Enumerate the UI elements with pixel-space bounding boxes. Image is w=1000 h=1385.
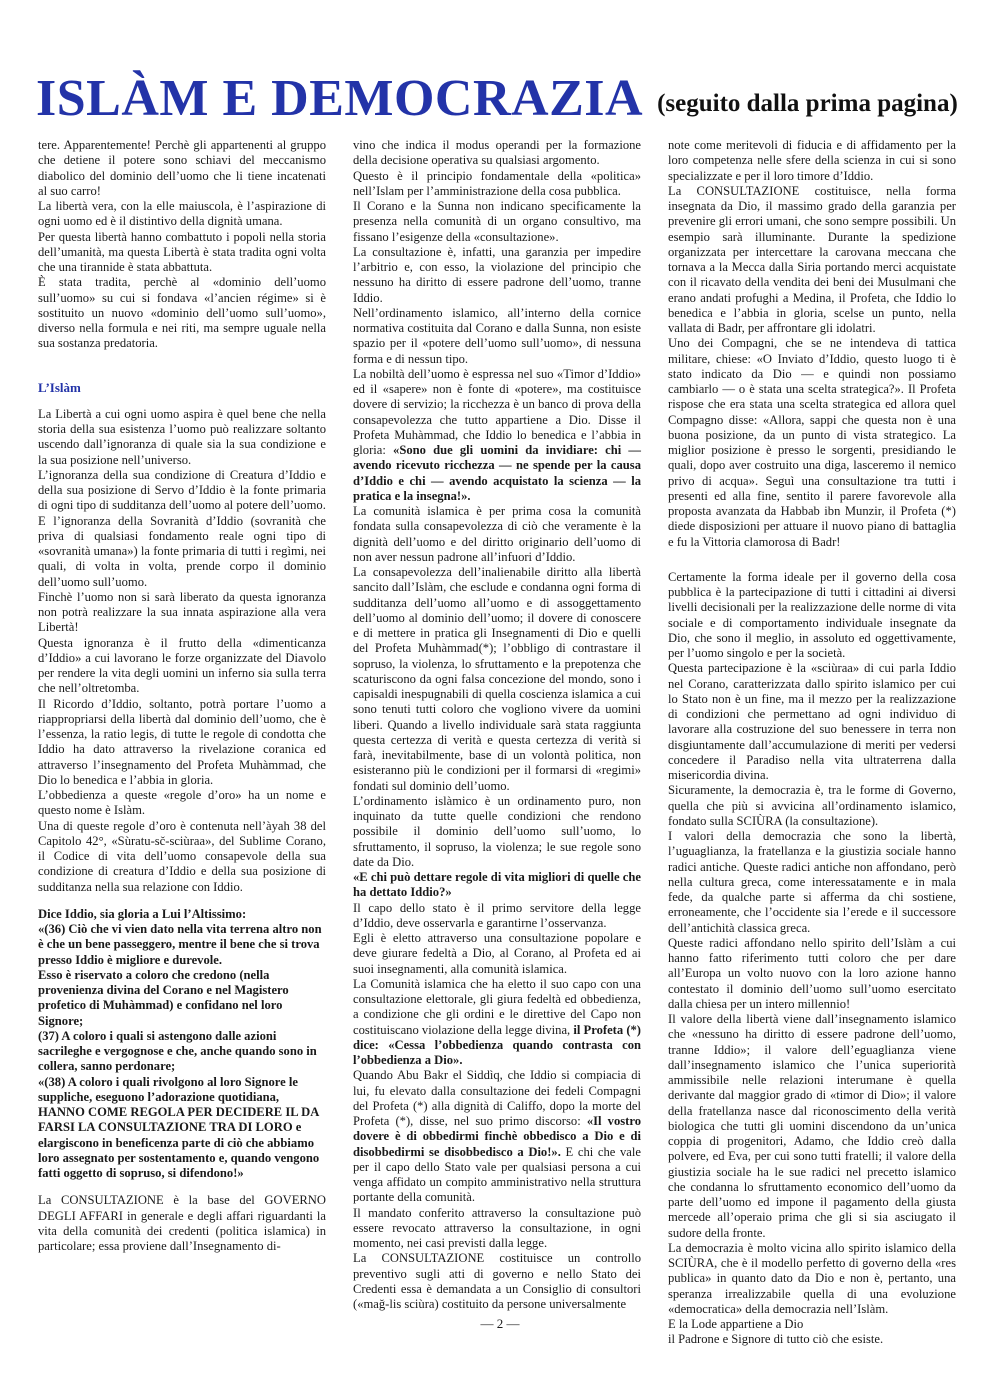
quote-verse: (37) A coloro i quali si astengono dalle azioni sacrileghe e vergognose e che, anche quando sono in collera, sanno perdonare;	[38, 1028, 317, 1074]
caliph-quote: «Il vostro dovere è di obbedirmi finchè obbedisco a Dio e di disobbedirmi se disobbedisco a Dio!».	[353, 1114, 641, 1159]
paragraph: L’ordinamento islàmico è un ordinamento puro, non inquinato da tutte quelle condizioni che rendono possibile il dominio dell’uomo sull’uomo, lo sfruttamento, il sopruso, la violenza; le sue regole sono date da Dio.	[353, 793, 641, 869]
paragraph: tere. Apparentemente! Perchè gli appartenenti al gruppo che detiene il potere sono schiavi del meccanismo diabolico del dominio dell’uomo che li tiene incatenati al suo carro!	[38, 138, 326, 198]
paragraph: vino che indica il modus operandi per la formazione della decisione operativa su qualsiasi argomento.	[353, 138, 641, 168]
paragraph-text: La nobiltà dell’uomo è espressa nel suo «Timor d’Iddio» ed il «sapere» non è fonte di «potere», ma costituisce dovere di servizio; la ricchezza è un banco di prova della consapevolezza che tutto appartiene a Dio. Disse il Profeta Muhàmmad, che Iddio lo benedica e l’abbia in gloria:	[353, 366, 641, 457]
paragraph: La consapevolezza dell’inalienabile diritto alla libertà sancito dall’Islàm, che esclude e condanna ogni forma di sudditanza dell’uomo all’uomo e di assoggettamento dell’uomo al dominio dell’uomo; il dovere di conoscere e di mettere in pratica gli Insegnamenti di Dio e quelli del Profeta Muhàmmad(*); l’obbligo di contrastare il sopruso, la violenza, lo sfruttamento e la prepotenza che scaturiscono da ogni falsa concezione del mondo, sono i capisaldi inespugnabili di quella coscienza islamica a cui sono tenuti tutti coloro che vogliono vivere da uomini liberi. Quando a livello individuale sarà stata raggiunta questa certezza di verità e questa certezza di verità si farà, inevitabilmente, base di un volontà politica, non esisteranno più le condizioni per il formarsi di «regimi» fondati sul dominio dell’uomo.	[353, 565, 641, 793]
paragraph: La Libertà a cui ogni uomo aspira è quel bene che nella storia della sua esistenza l’uomo può realizzare soltanto uscendo dall’ignoranza di quale sia la sua condizione e la sua posizione nell’universo.	[38, 406, 326, 467]
quote-verse: elargiscono in beneficenza parte di ciò che abbiamo loro assegnato per sostentamento e, quando vengono fatti oggetto di sopruso, si difendono!»	[38, 1135, 320, 1180]
page-header	[36, 68, 966, 130]
paragraph-text: E chi che vale per il capo dello Stato vale per qualsiasi persona a cui venga affidato un compito amministrativo nella struttura portante della comunità.	[353, 1144, 641, 1205]
paragraph: La CONSULTAZIONE costituisce, nella forma insegnata da Dio, il massimo grado della garanzia per prevenire gli errori umani, che sono sempre possibili. Un esempio sarà illuminante. Durante la spedizione organizzata per intercettare la carovana meccana che tornava a la Mecca dalla Siria portando merci acquistate con il ricavato della vendita dei beni dei Musulmani che erano andati profughi a Medina, il Profeta, che Iddio lo benedica e l’abbia in gloria, scelse un punto, nella vallata di Badr, per affrontare gli idolatri.	[668, 183, 956, 335]
column-3	[668, 138, 956, 1348]
paragraph: Il capo dello stato è il primo servitore della legge d’Iddio, deve osservarla e garantirne l’osservanza.	[353, 900, 641, 930]
paragraph: Per questa libertà hanno combattuto i popoli nella storia dell’umanità, ma questa Libertà è stata tradita ogni volta che una tirannide è stata abbattuta.	[38, 229, 326, 274]
paragraph-text: Quando Abu Bakr el Siddìq, che Iddio si compiacia di lui, fu elevato dalla consultazione dei fedeli Compagni del Profeta (*) alla dignità di Califfo, dopo la morte del Profeta (*), disse, nel suo primo discorso:	[353, 1068, 641, 1128]
paragraph: Nell’ordinamento islamico, all’interno della cornice normativa costituita dal Corano e dalla Sunna, non esiste spazio per il «potere dell’uomo sull’uomo», di nessuna forma e di nessun tipo.	[353, 305, 641, 366]
column-1	[38, 138, 326, 1254]
hadith-quote: il Profeta (*) dice: «Cessa l’obbedienza quando contrasta con l’obbedienza a Dio».	[353, 1022, 641, 1067]
paragraph	[353, 367, 641, 504]
paragraph: È stata tradita, perchè al «dominio dell’uomo sull’uomo» su cui si fondava «l’ancien régime» si è sostituito un nuovo «dominio dell’uomo sull’uomo», diverso nella formula e nei riti, ma sempre uguale nella sua sostanza predatoria.	[38, 275, 326, 351]
paragraph: Questa partecipazione è la «sciùraa» di cui parla Iddio nel Corano, caratterizzata dallo spirito islamico per cui lo Stato non è un fine, ma il mezzo per la realizzazione di condizioni che permettano ad ogni individuo di lavorare alla costruzione del suo benessere in terra non disgiuntamente dall’accumulazione di meriti per vedersi concedere il Paradiso nella vita ultraterrena dalla misericordia divina.	[668, 661, 956, 782]
paragraph: Certamente la forma ideale per il governo della cosa pubblica è la partecipazione di tutti i cittadini ai diversi livelli decisionali per la realizzazione delle norme di vita sociale e di comportamento individuale insegnate da Dio, che sono il meglio, in assoluto ed oggettivamente, per l’uomo singolo e per la società.	[668, 569, 956, 660]
article-subtitle: (seguito dalla prima pagina)	[657, 90, 958, 117]
section-heading-islam: L’Islàm	[38, 379, 81, 395]
paragraph: La CONSULTAZIONE è la base del GOVERNO DEGLI AFFARI in generale e degli affari riguardanti la vita della comunità dei credenti (politica islamica) in particolare; essa proviene dall’Insegnamento di-	[38, 1193, 326, 1253]
paragraph: note come meritevoli di fiducia e di affidamento per la loro competenza nelle sfere della scienza in cui si sono specializzate e per il loro timore d’Iddio.	[668, 138, 956, 183]
paragraph: Il valore della libertà viene dall’insegnamento islamico che «nessuno ha diritto di essere padrone dell’uomo, tranne Iddio»; il valore dell’eguaglianza viene dall’insegnamento islamico che l’unica superiorità ammissibile nelle relazioni interumane è quella derivante dal maggior grado di «timor di Dio»; il valore della fratellanza nasce dal riconoscimento della verità biologica che tutti gli uomini discendono da un’unica coppia di progenitori, Adamo, che Iddio creò dalla polvere, ed Eva, per cui sono tutti fratelli; il valore della giustizia sociale ha le sue radici nel precetto islamico che condanna lo sfruttamento economico dell’uomo da parte dell’uomo ed impone il pagamento della giusta mercede all’operaio prima che gli si sia asciugato il sudore della fronte.	[668, 1012, 956, 1240]
paragraph: La consultazione è, infatti, una garanzia per impedire l’arbitrio e, con esso, la violazione del principio che nessuno ha diritto di essere padrone dell’uomo, tranne Iddio.	[353, 244, 641, 305]
paragraph: Il Corano e la Sunna non indicano specificamente la presenza nella comunità di un organo consultivo, ma fissano l’esigenze della «consultazione».	[353, 199, 641, 244]
bold-question: «E chi può dettare regole di vita migliori di quelle che ha dettato Iddio?»	[353, 870, 641, 900]
page-number: — 2 —	[480, 1316, 520, 1331]
paragraph: Egli è eletto attraverso una consultazione popolare e deve giurare fedeltà a Dio, al Corano, al Profeta ed ai suoi insegnamenti, alla comunità islamica.	[353, 931, 641, 976]
paragraph: La democrazia è molto vicina allo spirito islamico della SCIÙRA, che è il modello perfetto di governo della «res publica» in quanto dato da Dio e non è, pertanto, una speranza irrealizzabile quella di una evoluzione «democratica» della democrazia nell’Islàm.	[668, 1240, 956, 1316]
paragraph: Questo è il principio fondamentale della «politica» nell’Islam per l’amministrazione della cosa pubblica.	[353, 168, 641, 198]
paragraph: L’ignoranza della sua condizione di Creatura d’Iddio e della sua posizione di Servo d’Iddio è la fonte primaria di ogni tipo di sudditanza dell’uomo al potere dell’uomo.	[38, 467, 326, 513]
paragraph: L’obbedienza a queste «regole d’oro» ha un nome e questo nome è Islàm.	[38, 788, 326, 818]
koran-quote	[38, 907, 326, 1182]
quote-verse: «(38) A coloro i quali rivolgono al loro Signore le suppliche, eseguono l’adorazione quotidiana, HANNO COME REGOLA PER DECIDERE IL DA FARSI LA CONSULTAZIONE TRA DI LORO e	[38, 1074, 319, 1135]
quote-verse: «(36) Ciò che vi vien dato nella vita terrena altro non è che un bene passeggero, mentre il bene che si trova presso Iddio è migliore e durevole.	[38, 922, 322, 967]
paragraph: Il mandato conferito attraverso la consultazione può essere revocato attraverso la consultazione, in ogni momento, nei casi previsti dalla legge.	[353, 1205, 641, 1250]
hadith-quote: «Sono due gli uomini da invidiare: chi — avendo ricevuto ricchezza — ne spende per la causa d’Iddio e chi — avendo acquistato la scienza — la pratica e la insegna!».	[353, 443, 641, 503]
closing-line: E la Lode appartiene a Dio	[668, 1317, 804, 1331]
paragraph-text: La Comunità islamica che ha eletto il suo capo con una consultazione elettorale, gli giura fedeltà ed obbedienza, a condizione che gli ordini e le direttive del Capo non costituiscano violazione della legge divina,	[353, 976, 641, 1037]
paragraph: Questa ignoranza è il frutto della «dimenticanza d’Iddio» a cui lavorano le forze organizzate del Diavolo per rendere la vita degli uomini un inferno sia sulla terra che nell’oltretomba.	[38, 635, 326, 696]
paragraph: Una di queste regole d’oro è contenuta nell’àyah 38 del Capitolo 42°, «Sùratu-sč-sciùraa», del Sublime Corano, il Codice di vita dell’uomo consapevole della sua condizione di creatura d’Iddio e della sua posizione di sudditanza nella sua relazione con Iddio.	[38, 818, 326, 894]
paragraph: E l’ignoranza della Sovranità d’Iddio (sovranità che priva di qualsiasi fondamento reale ogni tipo di «sovranità umana») la fonte primaria di tutti i regìmi, nei quali, di volta in volta, prende corpo il dominio dell’uomo sull’uomo.	[38, 513, 326, 589]
paragraph: Sicuramente, la democrazia è, tra le forme di Governo, quella che più si avvicina all’ordinamento islamico, fondato sulla SCIÙRA (la consultazione).	[668, 783, 956, 828]
paragraph: La comunità islamica è per prima cosa la comunità fondata sulla consapevolezza di ciò che veramente è la dignità dell’uomo e del diritto originario dell’uomo di non aver nessun padrone all’infuori d’Iddio.	[353, 504, 641, 564]
paragraph: Queste radici affondano nello spirito dell’Islàm a cui hanno fatto riferimento tutti coloro che per dare all’Europa un volto nuovo con la loro azione hanno contestato il dominio dell’uomo sull’uomo esercitato dalla chiesa per un intero millennio!	[668, 935, 956, 1011]
paragraph-bold-question	[353, 870, 641, 901]
article-title: ISLÀM E DEMOCRAZIA	[36, 70, 644, 127]
paragraph: I valori della democrazia che sono la libertà, l’uguaglianza, la fratellanza e la giustizia sociale hanno radici antiche. Queste radici antiche non affondano, però nella cultura greca, come interessatamente e in mala fede, da qualche parte si afferma da chi sostiene, erroneamente, che l’occidente sia l’erede e il successore dell’antichità classica greca.	[668, 829, 956, 935]
paragraph	[353, 977, 641, 1069]
paragraph: Il Ricordo d’Iddio, soltanto, potrà portare l’uomo a riappropriarsi della libertà dal dominio dell’uomo, che è l’essenza, la ratio legis, di tutte le regole di condotta che Iddio ha dato attraverso la rivelazione coranica ed attraverso l’insegnamento del Profeta Muhàmmad, che Dio lo benedica e l’abbia in gloria.	[38, 696, 326, 787]
paragraph: La libertà vera, con la elle maiuscola, è l’aspirazione di ogni uomo ed è il distintivo della dignità umana.	[38, 199, 326, 229]
quote-verse: Esso è riservato a coloro che credono (nella provenienza divina del Corano e nel Magistero profetico di Muhàmmad) e confidano nel loro Signore;	[38, 967, 289, 1028]
column-2	[353, 138, 641, 1312]
paragraph: La CONSULTAZIONE costituisce un controllo preventivo sugli atti di governo e nello Stato dei Credenti essa è demandata a un Consiglio di consultori («mağ-lis sciùra) costituito da persone universalmente	[353, 1251, 641, 1311]
paragraph: Finchè l’uomo non si sarà liberato da questa ignoranza non potrà realizzare la sua innata aspirazione alla vera Libertà!	[38, 589, 326, 635]
quote-intro: Dice Iddio, sia gloria a Lui l’Altissimo:	[38, 906, 247, 921]
closing-line: il Padrone e Signore di tutto ciò che esiste.	[668, 1332, 884, 1347]
paragraph	[353, 1068, 641, 1205]
paragraph: Uno dei Compagni, che se ne intendeva di tattica militare, chiese: «O Inviato d’Iddio, questo luogo ti è stato indicato da Dio — e quindi non possiamo cambiarlo — o è stata una scelta strategica?». Il Profeta rispose che era stata una scelta strategica ed allora quel Compagno disse: «Allora, sappi che questa non è una buona posizione, da un punto di vista strategico. La miglior posizione è presso le sorgenti, presidiando le quali, dopo aver costruito una diga, lasceremo il nemico privo di acqua». Seguì una consultazione tra tutti i presenti ed alla fine, sentito il parere favorevole alla proposta avanzata da Habbab ibn Munzir, il Profeta (*) diede disposizioni per attuare il nuovo piano di battaglia e fu la Vittoria clamorosa di Badr!	[668, 336, 956, 549]
